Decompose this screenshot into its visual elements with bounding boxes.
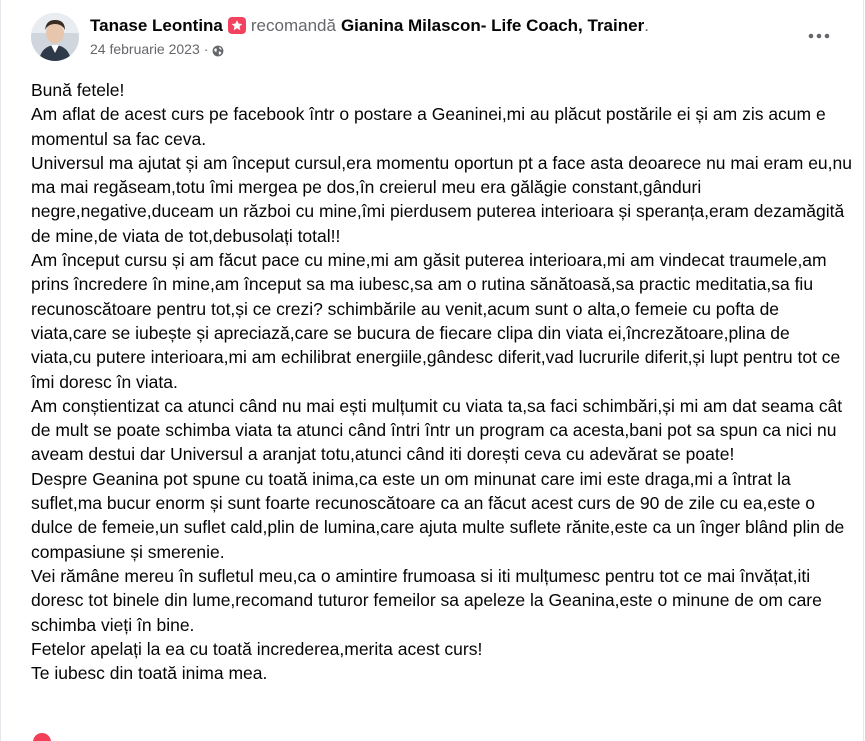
post-paragraph: Fetelor apelați la ea cu toată increderea,merita acest curs!: [31, 638, 483, 659]
post-date[interactable]: 24 februarie 2023: [90, 41, 200, 57]
post-paragraph: Am început cursu și am făcut pace cu mine,mi am găsit puterea interioara,mi am vindecat traumele,am prins încredere în mine,am început sa ma iubesc,sa am o rutina sănătoasă,sa practic meditatia,sa fiu recunoscătoare pentru tot,și ce crezi? schimbările au venit,acum sunt o alta,o femeie cu pofta de viata,care se iubește și apreciază,care se bucura de fiecare clipa din viata ei,încrezătoare,plina de viata,cu putere interioara,mi am echilibrat energiile,gândesc diferit,vad lucrurile diferit,și lupt pentru tot ce îmi doresc în viata.: [31, 250, 841, 392]
more-options-icon: [808, 33, 830, 39]
page-name-link[interactable]: Gianina Milascon- Life Coach, Trainer: [340, 16, 645, 35]
avatar-photo-icon: [31, 13, 79, 61]
post-paragraph: Te iubesc din toată inima mea.: [31, 663, 268, 684]
post-header: [31, 12, 843, 64]
post-paragraph: Despre Geanina pot spune cu toată inima,ca este un om minunat care imi este draga,mi a întrat la suflet,ma bucur enorm și sunt foarte recunoscătoare ca an făcut acest curs de 90 de zile cu ea,este o dulce de femeie,un suflet cald,plin de lumina,care ajuta multe suflete rănite,este ca un înger blând plin de compasiune și smerenie.: [31, 468, 845, 562]
date-separator: ·: [203, 41, 209, 57]
post-paragraph: Bună fetele!: [31, 80, 125, 100]
author-avatar[interactable]: [31, 13, 79, 61]
post-body: [31, 78, 853, 685]
post-paragraph: Am aflat de acest curs pe facebook într o postare a Geaninei,mi au plăcut postările ei și am zis acum e momentul sa fac ceva.: [31, 104, 826, 149]
reactions-bar-peek: [31, 733, 843, 741]
post-subline: [90, 40, 649, 58]
post-paragraph: Vei rămâne mereu în sufletul meu,ca o amintire frumoasa si iti mulțumesc pentru tot ce mai învățat,iti doresc tot binele din lume,recomand tuturor femeilor sa apeleze la Geanina,este o minune de om care schimba vieți în bine.: [31, 565, 822, 635]
post-paragraph: Am conștientizat ca atunci când nu mai ești mulțumit cu viata ta,sa faci schimbări,și mi am dat seama cât de mult se poate schimba viata ta atunci când întri într un program ca acesta,bani pot sa spun ca nici nu aveam destui dar Universul a aranjat totu,atunci când iti dorești ceva cu adevărat se poate!: [31, 395, 843, 465]
love-reaction-icon[interactable]: [33, 733, 51, 741]
author-name[interactable]: Tanase Leontina: [90, 16, 223, 35]
recommendation-badge-icon: [227, 16, 247, 36]
post-title-line: [90, 15, 649, 37]
post-meta: [90, 15, 649, 58]
more-options-button[interactable]: [801, 24, 837, 48]
post-paragraph: Universul ma ajutat și am început cursul,era momentu oportun pt a face asta deoarece nu mai eram eu,nu ma mai regăseam,totu îmi mergea pe dos,în creierul meu era gălăgie constant,gânduri negre,negative,duceam un război cu mine,îmi pierdusem puterea interioara și speranța,eram dezamăgită de mine,de viata de tot,debusolați total!!: [31, 152, 852, 246]
recommends-verb: recomandă: [250, 16, 336, 35]
globe-icon[interactable]: [212, 43, 224, 55]
title-trailing-dot: .: [644, 16, 649, 35]
